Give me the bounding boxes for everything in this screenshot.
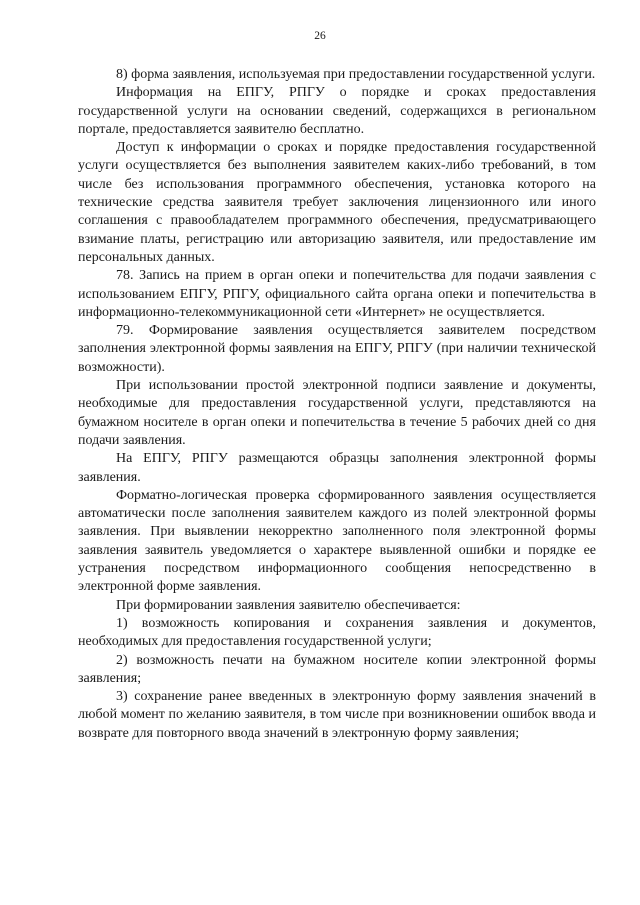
paragraph-form-samples: На ЕПГУ, РПГУ размещаются образцы заполнения электронной формы заявления. [78, 451, 596, 485]
paragraph-item-8: 8) форма заявления, используемая при предоставлении государственной услуги. [116, 67, 596, 82]
paragraph-epgu-info: Информация на ЕПГУ, РПГУ о порядке и сроках предоставления государственной услуги на основании сведений, содержащихся в региональном портале, предоставляется заявителю бесплатно. [78, 85, 596, 137]
paragraph-access-info: Доступ к информации о сроках и порядке предоставления государственной услуги осуществляется без выполнения заявителем каких-либо требований, в том числе без использования программного обеспечения, установка которого на технические средства заявителя требует заключения лицензионного или иного соглашения с правообладателем программного обеспечения, предусматривающего взимание платы, регистрацию или авторизацию заявителя, или предоставление им персональных данных. [78, 140, 596, 265]
list-item-save-values: 3) сохранение ранее введенных в электронную форму заявления значений в любой момент по желанию заявителя, в том числе при возникновении ошибок ввода и возврате для повторного ввода значений в электронную форму заявления; [78, 689, 596, 741]
list-item-print: 2) возможность печати на бумажном носителе копии электронной формы заявления; [78, 652, 596, 686]
page-number: 26 [314, 30, 326, 42]
paragraph-form-provisions: При формировании заявления заявителю обеспечивается: [116, 597, 461, 613]
paragraph-format-check: Форматно-логическая проверка сформированного заявления осуществляется автоматически после заполнения заявителем каждого из полей электронной формы заявления. При выявлении некорректно заполненного поля электронной формы заявления заявитель уведомляется о характере выявленной ошибки и порядке ее устранения посредством информационного сообщения непосредственно в электронной форме заявления. [78, 487, 596, 595]
document-body [78, 66, 596, 743]
list-item-copy-save: 1) возможность копирования и сохранения заявления и документов, необходимых для предоставления государственной услуги; [78, 615, 596, 650]
paragraph-simple-signature: При использовании простой электронной подписи заявление и документы, необходимые для предоставления государственной услуги, представляются на бумажном носителе в орган опеки и попечительства в течение 5 рабочих дней со дня подачи заявления. [78, 378, 596, 448]
paragraph-clause-78: 78. Запись на прием в орган опеки и попечительства для подачи заявления с использованием ЕПГУ, РПГУ, официального сайта органа опеки и попечительства в информационно-телекоммуникационной сети «Интернет» не осуществляется. [78, 268, 596, 320]
paragraph-clause-79: 79. Формирование заявления осуществляется заявителем посредством заполнения электронной формы заявления на ЕПГУ, РПГУ (при наличии технической возможности). [78, 323, 596, 375]
